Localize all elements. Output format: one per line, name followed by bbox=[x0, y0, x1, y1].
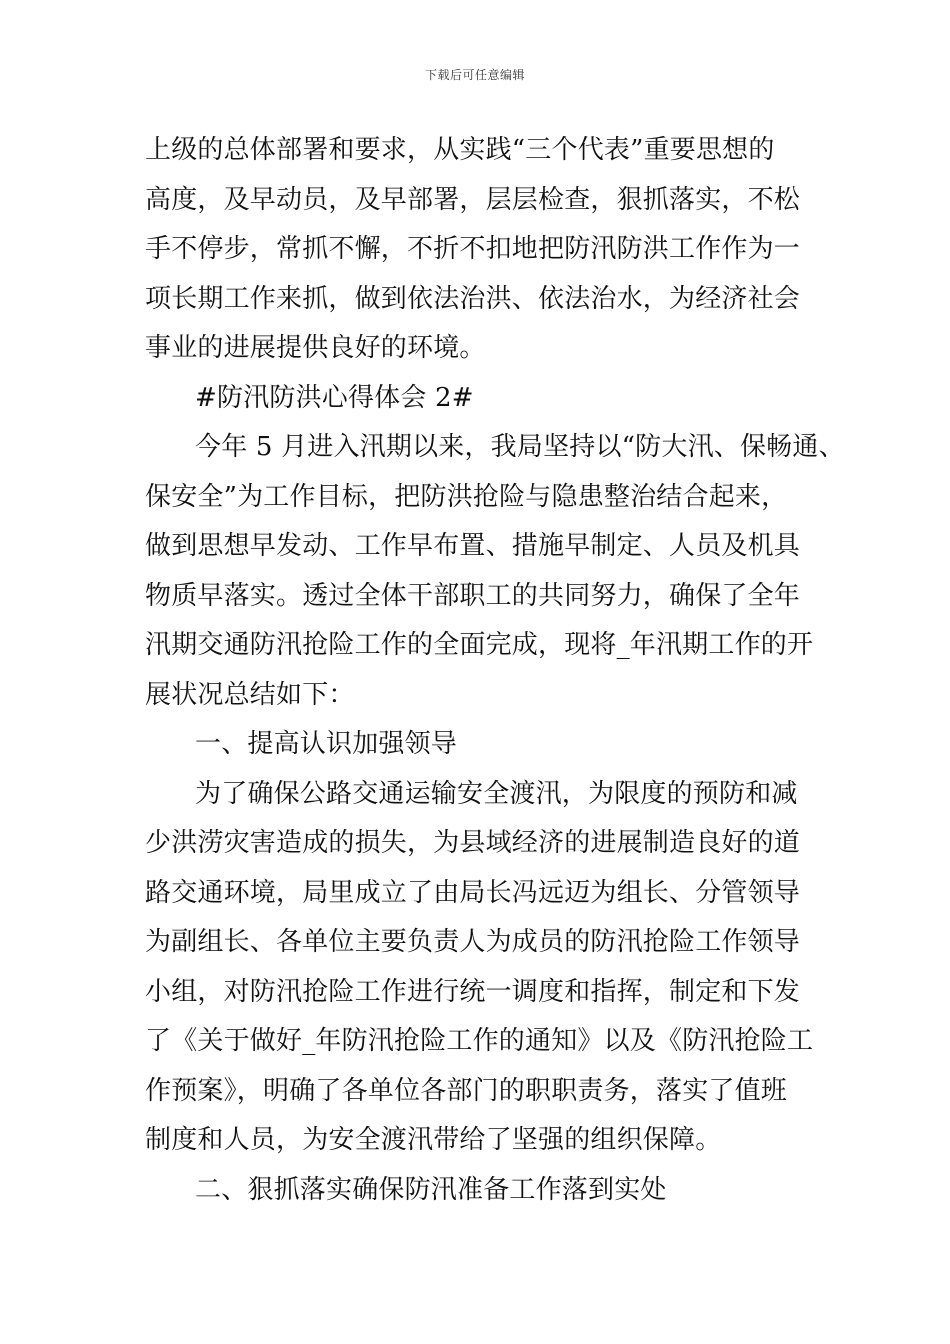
text-line: 物质早落实。透过全体干部职工的共同努力，确保了全年 bbox=[145, 580, 801, 611]
text-line: 了《关于做好_年防汛抢险工作的通知》以及《防汛抢险工 bbox=[145, 1026, 814, 1056]
text-line: 作预案》，明确了各单位各部门的职职责务，落实了值班 bbox=[145, 1075, 788, 1106]
text-line: 小组，对防汛抢险工作进行统一调度和指挥，制定和下发 bbox=[145, 976, 801, 1007]
text-line: 做到思想早发动、工作早布置、措施早制定、人员及机具 bbox=[145, 531, 801, 561]
subsection-heading: 二、狠抓落实确保防汛准备工作落到实处 bbox=[195, 1174, 667, 1205]
paragraph-start: 今年 5 月进入汛期以来，我局坚持以“防大汛、保畅通、 bbox=[195, 432, 845, 462]
document-body bbox=[145, 126, 845, 1215]
text-line: 汛期交通防汛抢险工作的全面完成，现将_年汛期工作的开 bbox=[145, 630, 814, 660]
text-line: 为副组长、各单位主要负责人为成员的防汛抢险工作领导 bbox=[145, 927, 801, 957]
text-line: 项长期工作来抓，做到依法治洪、依法治水，为经济社会 bbox=[145, 283, 801, 314]
text-line: 手不停步，常抓不懈，不折不扣地把防汛防洪工作作为一 bbox=[145, 234, 801, 264]
text-line: 展状况总结如下： bbox=[145, 679, 355, 710]
text-line: 高度，及早动员，及早部署，层层检查，狠抓落实，不松 bbox=[145, 184, 801, 215]
text-line: 事业的进展提供良好的环境。 bbox=[145, 333, 486, 363]
section-heading: #防汛防洪心得体会 2# bbox=[195, 382, 474, 413]
text-line: 少洪涝灾害造成的损失，为县域经济的进展制造良好的道 bbox=[145, 828, 801, 858]
paragraph-start: 为了确保公路交通运输安全渡汛，为限度的预防和减 bbox=[195, 778, 798, 809]
text-line: 路交通环境，局里成立了由局长冯远迈为组长、分管领导 bbox=[145, 877, 801, 908]
header-note: 下载后可任意编辑 bbox=[424, 68, 525, 82]
subsection-heading: 一、提高认识加强领导 bbox=[195, 729, 458, 759]
text-line: 上级的总体部署和要求，从实践“三个代表”重要思想的 bbox=[145, 135, 775, 165]
text-line: 保安全”为工作目标，把防洪抢险与隐患整治结合起来， bbox=[145, 481, 788, 512]
text-line: 制度和人员，为安全渡汛带给了坚强的组织保障。 bbox=[145, 1125, 722, 1155]
